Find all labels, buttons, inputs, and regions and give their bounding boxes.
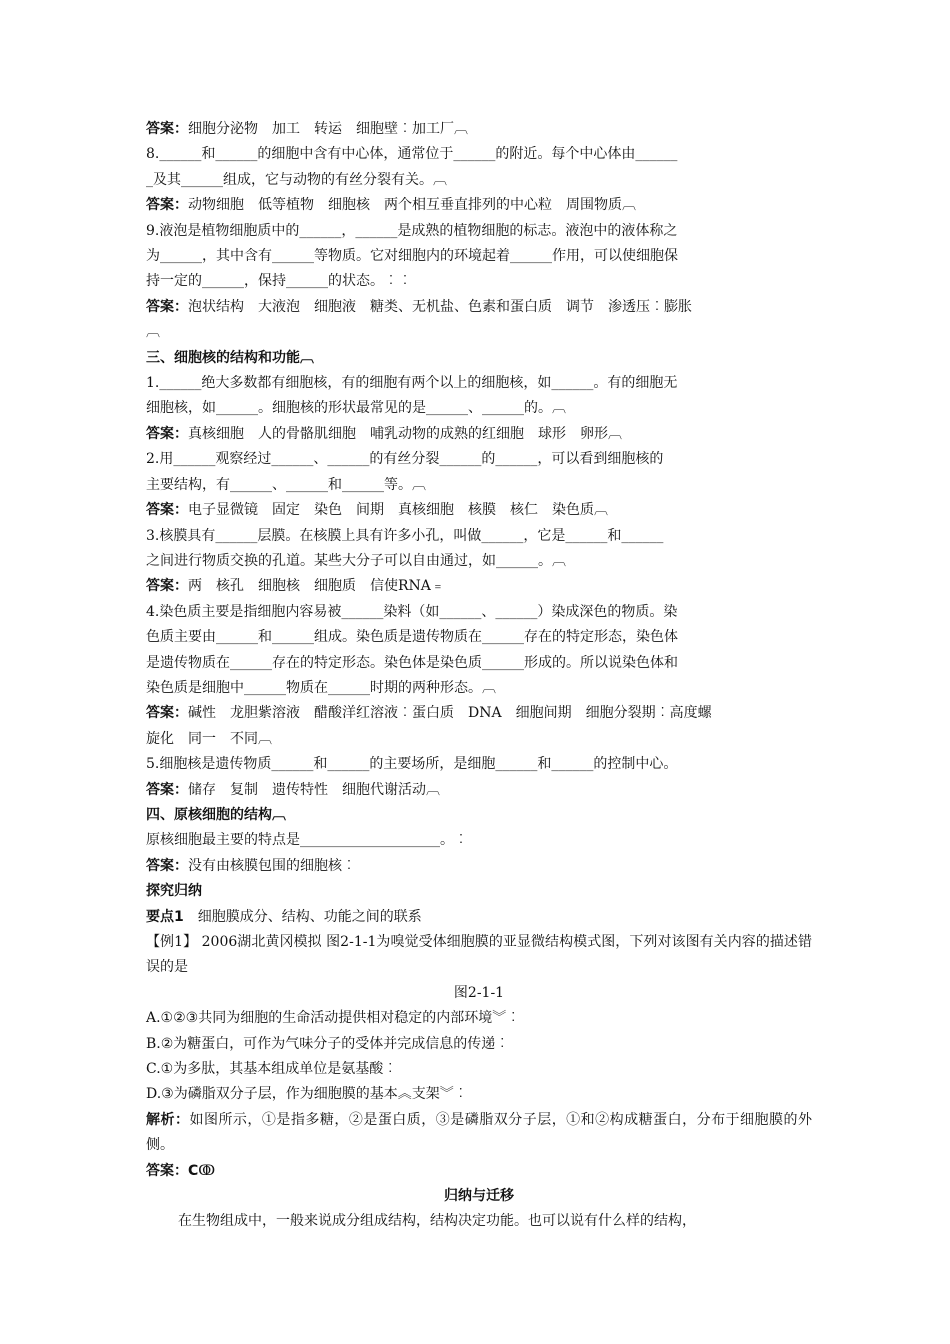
line-13: 答案：真核细胞 人的骨骼肌细胞 哺乳动物的成熟的红细胞 球形 卵形︹ [146, 425, 622, 442]
line-18: 之间进行物质交换的孔道。某些大分子可以自由通过，如______。︹ [146, 552, 566, 569]
line-6: 为______，其中含有______等物质。它对细胞内的环境起着______作用，可以使细胞保 [146, 248, 678, 265]
option-a: A.①②③共同为细胞的生命活动提供相对稳定的内部环境︾︰ [146, 1010, 521, 1027]
line-16: 答案：电子显微镜 固定 染色 间期 真核细胞 核膜 核仁 染色质︹ [146, 502, 608, 519]
section-heading-explore: 探究归纳 [146, 883, 202, 900]
option-d: D.③为磷脂双分子层，作为细胞膜的基本︽支架︾︰ [146, 1086, 468, 1103]
option-c: C.①为多肽，其基本组成单位是氨基酸︰ [146, 1061, 398, 1078]
line-17: 3.核膜具有______层膜。在核膜上具有许多小孔，叫做______，它是______和______ [146, 527, 664, 544]
line-12: 细胞核，如______。细胞核的形状最常见的是______、______的。︹ [146, 400, 566, 417]
line-21: 色质主要由______和______组成。染色质是遗传物质在______存在的特定形态，染色体 [146, 629, 678, 646]
line-22: 是遗传物质在______存在的特定形态。染色体是染色质______形成的。所以说染色体和 [146, 654, 678, 671]
line-19: 答案：两 核孔 细胞核 细胞质 信使RNA﹦ [146, 578, 445, 595]
line-27: 答案：储存 复制 遗传特性 细胞代谢活动︹ [146, 781, 440, 798]
line-15: 主要结构，有______、______和______等。︹ [146, 476, 426, 493]
curl-icon: ↂ [198, 1162, 216, 1179]
line-26: 5.细胞核是遗传物质______和______的主要场所，是细胞______和______的控制中心。 [146, 756, 678, 773]
line-3: _及其______组成，它与动物的有丝分裂有关。︹ [146, 171, 447, 188]
section-heading-prokaryote: 四、原核细胞的结构︹ [146, 806, 286, 823]
figure-caption: 图2-1-1 [453, 984, 505, 1001]
line-30: 答案：没有由核膜包围的细胞核︰ [146, 857, 356, 874]
line-29: 原核细胞最主要的特点是____________________。︰ [146, 832, 468, 849]
line-4: 答案：动物细胞 低等植物 细胞核 两个相互垂直排列的中心粒 周围物质︹ [146, 197, 636, 214]
line-20: 4.染色质主要是指细胞内容易被______染料（如______、______）染成深色的物质。染 [146, 603, 678, 620]
key-point-1: 要点1 细胞膜成分、结构、功能之间的联系 [146, 908, 422, 925]
line-5: 9.液泡是植物细胞质中的______，______是成熟的植物细胞的标志。液泡中的液体称之 [146, 222, 678, 239]
line-1: 答案：细胞分泌物 加工 转运 细胞壁︰加工厂︹ [146, 121, 468, 137]
line-14: 2.用______观察经过______、______的有丝分裂______的______，可以看到细胞核的 [146, 451, 664, 468]
option-b: B.②为糖蛋白，可作为气味分子的受体并完成信息的传递︰ [146, 1035, 510, 1052]
line-7: 持一定的______，保持______的状态。︰︰ [146, 273, 412, 290]
summary-heading: 归纳与迁移 [444, 1188, 514, 1205]
example-answer: 答案：Cↂ [146, 1162, 216, 1179]
summary-text: 在生物组成中，一般来说成分组成结构，结构决定功能。也可以说有什么样的结构， [178, 1213, 696, 1230]
line-8: 答案：泡状结构 大液泡 细胞液 糖类、无机盐、色素和蛋白质 调节 渗透压︰膨胀 [146, 298, 692, 315]
analysis: 解析：如图所示，①是指多糖，②是蛋白质，③是磷脂双分子层，①和②构成糖蛋白，分布于细胞膜的外侧。 [146, 1111, 812, 1154]
line-11: 1.______绝大多数都有细胞核，有的细胞有两个以上的细胞核，如______。有的细胞无 [146, 375, 678, 392]
line-23: 染色质是细胞中______物质在______时期的两种形态。︹ [146, 679, 496, 696]
line-9: ︹ [146, 324, 160, 341]
example-question: 【例1】 2006湖北黄冈模拟 图2-1-1为嗅觉受体细胞膜的亚显微结构模式图，下列对该图有关内容的描述错误的是 [146, 934, 812, 976]
line-25: 旋化 同一 不同︹ [146, 730, 272, 747]
line-2: 8.______和______的细胞中含有中心体，通常位于______的附近。每个中心体由______ [146, 146, 678, 163]
section-heading-nucleus: 三、细胞核的结构和功能︹ [146, 349, 314, 366]
line-24: 答案：碱性 龙胆紫溶液 醋酸洋红溶液︰蛋白质 DNA 细胞间期 细胞分裂期︰高度螺 [146, 705, 712, 722]
document-page [146, 117, 812, 1235]
